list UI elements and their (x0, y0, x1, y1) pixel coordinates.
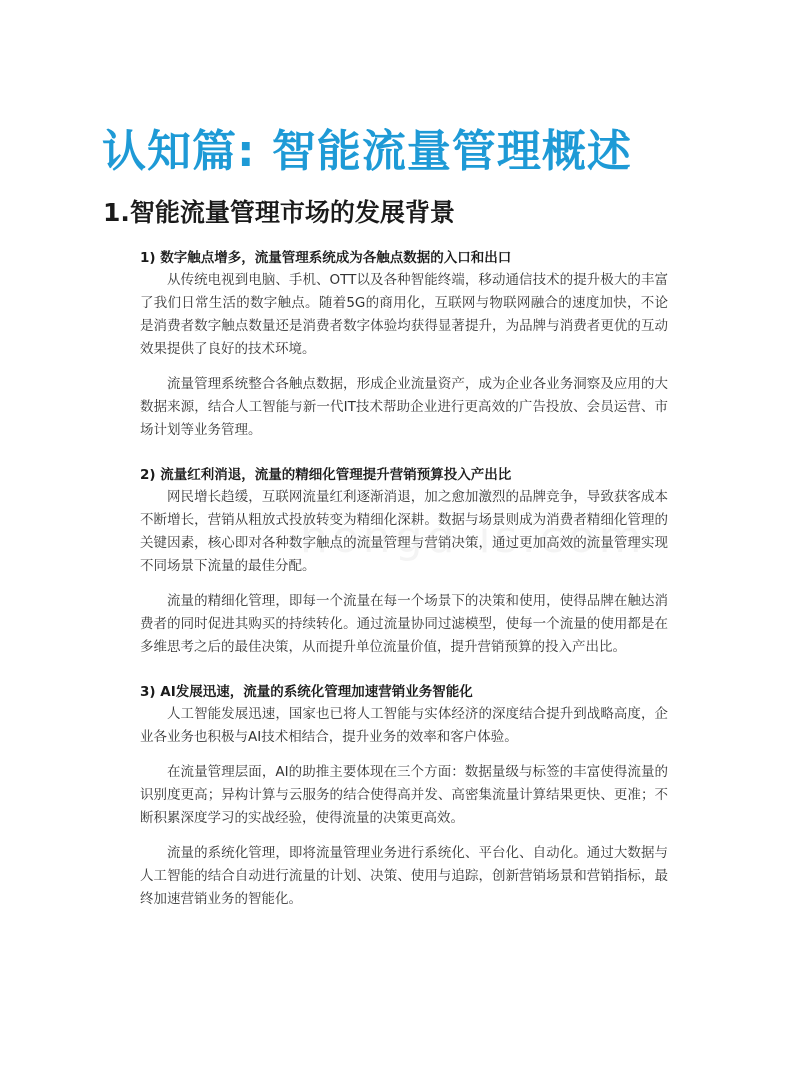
paragraph: 流量的精细化管理，即每一个流量在每一个场景下的决策和使用，使得品牌在触达消费者的同时促进其购买的持续转化。通过流量协同过滤模型，使每一个流量的使用都是在多维思考之后的最佳决策，从而提升单位流量价值，提升营销预算的投入产出比。 (140, 593, 668, 655)
page-title: 认知篇: 智能流量管理概述 (102, 126, 632, 177)
paragraph: 在流量管理层面，AI的助推主要体现在三个方面：数据量级与标签的丰富使得流量的识别度更高；异构计算与云服务的结合使得高并发、高密集流量计算结果更快、更准；不断积累深度学习的实战经验，使得流量的决策更高效。 (140, 764, 668, 826)
paragraph: 从传统电视到电脑、手机、OTT以及各种智能终端，移动通信技术的提升极大的丰富了我们日常生活的数字触点。随着5G的商用化，互联网与物联网融合的速度加快，不论是消费者数字触点数量还是消费者数字体验均获得显著提升，为品牌与消费者更优的互动效果提供了良好的技术环境。 (140, 272, 668, 357)
paragraph: 人工智能发展迅速，国家也已将人工智能与实体经济的深度结合提升到战略高度，企业各业务也积极与AI技术相结合，提升业务的效率和客户体验。 (140, 706, 668, 745)
paragraph: 网民增长趋缓，互联网流量红利逐渐消退，加之愈加激烈的品牌竞争，导致获客成本不断增长，营销从粗放式投放转变为精细化深耕。数据与场景则成为消费者精细化管理的关键因素，核心即对各种数字触点的流量管理与营销决策，通过更加高效的流量管理实现不同场景下流量的最佳分配。 (140, 489, 668, 574)
subsection-heading-2: 2) 流量红利消退，流量的精细化管理提升营销预算投入产出比 (140, 467, 512, 483)
paragraph: 流量管理系统整合各触点数据，形成企业流量资产，成为企业各业务洞察及应用的大数据来源，结合人工智能与新一代IT技术帮助企业进行更高效的广告投放、会员运营、市场计划等业务管理。 (140, 376, 668, 438)
section-title: 1.智能流量管理市场的发展背景 (103, 198, 455, 227)
paragraph: 流量的系统化管理，即将流量管理业务进行系统化、平台化、自动化。通过大数据与人工智能的结合自动进行流量的计划、决策、使用与追踪，创新营销场景和营销指标，最终加速营销业务的智能化。 (140, 845, 668, 907)
document-body (140, 247, 668, 911)
subsection-heading-1: 1) 数字触点增多，流量管理系统成为各触点数据的入口和出口 (140, 250, 512, 266)
subsection-heading-3: 3) AI发展迅速，流量的系统化管理加速营销业务智能化 (140, 684, 473, 700)
